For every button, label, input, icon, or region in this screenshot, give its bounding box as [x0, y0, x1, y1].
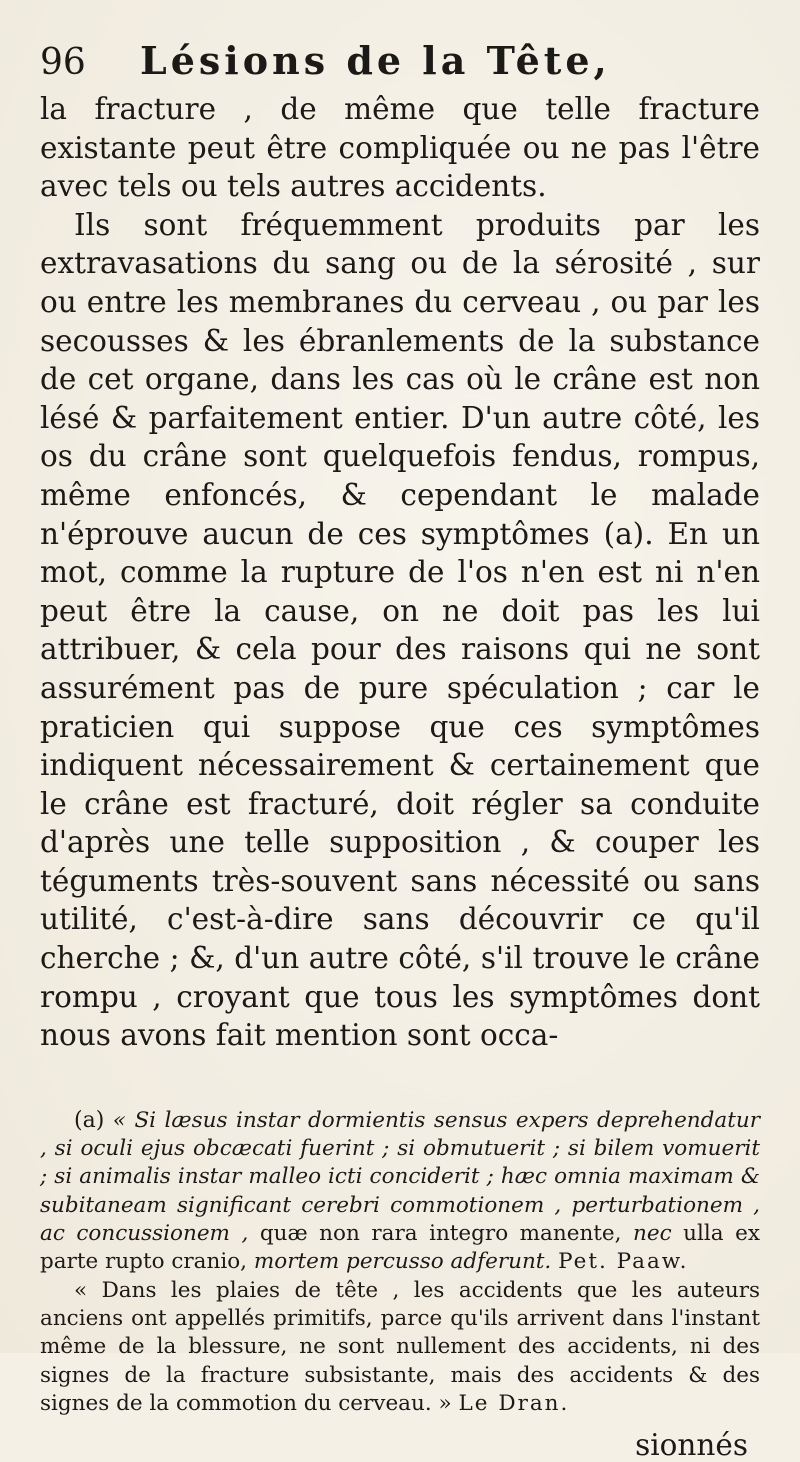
running-title-part2: Tête,	[486, 38, 611, 83]
footnote-french	[40, 1277, 760, 1418]
footnote-marker: (a)	[74, 1107, 105, 1133]
page-header	[40, 38, 760, 90]
footnote-latin-plain2: ulla ex parte rupto cranio,	[40, 1221, 760, 1275]
footnote-french-author: Le Dran.	[458, 1390, 570, 1416]
footnote-latin-plain: quæ non rara integro manente,	[259, 1221, 622, 1247]
footnote-latin-author: Pet. Paaw.	[558, 1249, 689, 1275]
paragraph: Ils sont fréquemment produits par les extravasations du sang ou de la sérosité , sur ou entre les membranes du cerveau , ou par les secousses & les ébranlements de la substance de cet organe, dans les cas où le crâne est non lésé & parfaitement entier. D'un autre côté, les os du crâne sont quelquefois fendus, rompus, même enfoncés, & cependant le malade n'éprouve aucun de ces symptômes (a). En un mot, comme la rupture de l'os n'en est ni n'en peut être la cause, on ne doit pas les lui attribuer, & cela pour des raisons qui ne sont assurément pas de pure spéculation ; car le praticien qui suppose que ces symptômes indiquent nécessairement & certainement que le crâne est fracturé, doit régler sa conduite d'après une telle supposition , & couper les téguments très-souvent sans nécessité ou sans utilité, c'est-à-dire sans découvrir ce qu'il cherche ; &, d'un autre côté, s'il trouve le crâne rompu , croyant que tous les symptômes dont nous avons fait mention sont occa-	[40, 207, 760, 1053]
page-number: 96	[40, 42, 86, 83]
footnote-latin-quote: « Si læsus instar dormientis sensus expers deprehendatur , si oculi ejus obcæcati fuerint ; si obmutuerit ; si bilem vomuerit ; si animalis instar malleo icti conciderit ; hæc omnia maximam & subitaneam significant cerebri commotionem , perturbationem , ac concussionem ,	[40, 1107, 760, 1247]
running-title-part1: Lésions de la	[140, 38, 470, 83]
footnote-latin-nec: nec	[633, 1221, 672, 1247]
footnote-latin-end: mortem percusso adferunt.	[253, 1249, 552, 1275]
footnotes	[40, 1107, 760, 1418]
running-title	[140, 38, 611, 83]
footnote-french-quote: « Dans les plaies de tête , les accidents que les auteurs anciens ont appellés primitifs, parce qu'ils arrivent dans l'instant même de la blessure, ne sont nullement des accidents, ni des signes de la fracture subsistante, mais des accidents & des signes de la commotion du cerveau. »	[40, 1277, 760, 1416]
footnote-latin	[40, 1107, 760, 1277]
paragraph-continued: la fracture , de même que telle fracture existante peut être compliquée ou ne pas l'être avec tels ou tels autres accidents.	[40, 92, 760, 204]
catchword: sionnés	[635, 1428, 748, 1462]
main-text	[40, 90, 760, 1055]
